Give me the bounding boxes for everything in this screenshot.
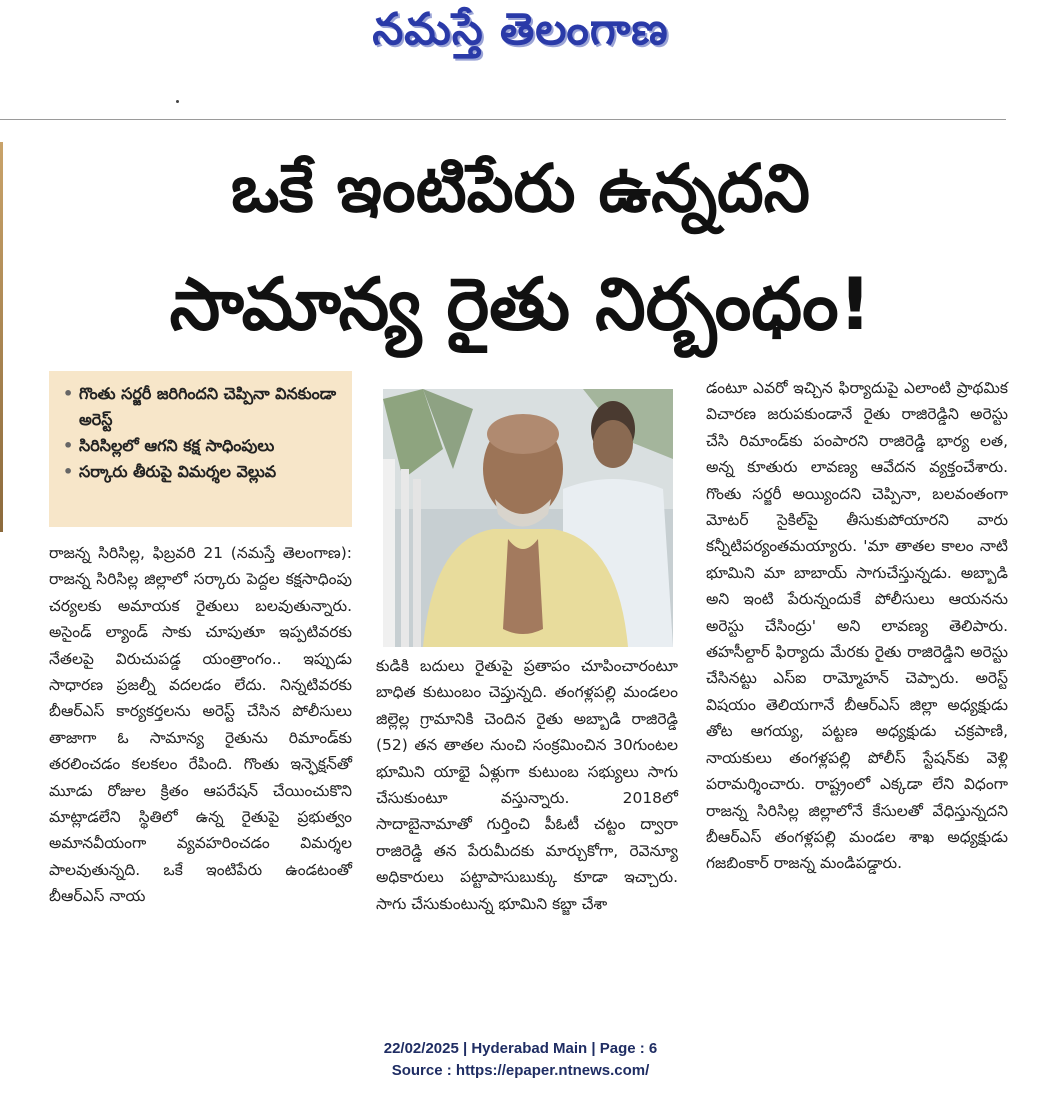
highlight-text: గొంతు సర్జరీ జరిగిందని చెప్పినా వినకుండా అరెస్ట్ <box>79 384 337 429</box>
farmer-photo <box>383 389 673 647</box>
article-text: డంటూ ఎవరో ఇచ్చిన ఫిర్యాదుపై ఎలాంటి ప్రాథమిక విచారణ జరుపకుండానే రైతు రాజిరెడ్డిని అరెస్టు చేసి రిమాండ్‌కు పంపారని రాజిరెడ్డి భార్య లత, అన్న కూతురు లావణ్య ఆవేదన వ్యక్తంచేశారు. గొంతు సర్జరీ అయ్యిందని చెప్పినా, బలవంతంగా మోటర్ సైకిల్‌పై తీసుకుపోయారని వారు కన్నీటిపర్యంతమయ్యారు. 'మా తాతల కాలం నాటి భూమిని మా బాబాయ్ సాగుచేస్తున్నడు. అబ్బాడి అని ఇంటి పేరున్నందుకే పోలీసులు ఆయనను అరెస్టు చేసింద్రు' అని లావణ్య తెలిపారు. తహసీల్దార్ ఫిర్యాదు మేరకు రైతు రాజిరెడ్డిని అరెస్టు చేసినట్టు ఎస్ఐ రామ్మోహన్ చెప్పారు. అరెస్ట్ విషయం తెలియగానే బీఆర్ఎస్ జిల్లా అధ్యక్షుడు తోట ఆగయ్య, పట్టణ అధ్యక్షుడు చక్రపాణి, నాయకులు తంగళ్లపల్లి పోలీస్ స్టేషన్‌కు వెళ్లి పరామర్శించారు. రాష్ట్రంలో ఎక్కడా లేని విధంగా రాజన్న సిరిసిల్ల జిల్లాలోనే కేసులతో వేధిస్తున్నదని బీఆర్ఎస్ తంగళ్లపల్లి మండల శాఖ అధ్యక్షుడు గజబింకార్ రాజన్న మండిపడ్డారు. <box>706 379 1008 873</box>
highlights-box <box>49 371 352 527</box>
source-link[interactable]: Source : https://epaper.ntnews.com/ <box>391 1062 650 1079</box>
highlight-text: సిరిసిల్లలో ఆగని కక్ష సాధింపులు <box>79 436 275 455</box>
edition-info: 22/02/2025 | Hyderabad Main | Page : 6 <box>383 1040 658 1057</box>
article-text: కుడికి బదులు రైతుపై ప్రతాపం చూపించారంటూ బాధిత కుటుంబం చెప్తున్నది. తంగళ్లపల్లి మండలం జిల్లెల్ల గ్రామానికి చెందిన రైతు అబ్బాడి రాజిరెడ్డి (52) తన తాతల నుంచి సంక్రమించిన 30గుంటల భూమిని యాభై ఏళ్లుగా కుటుంబ సభ్యులు సాగు చేసుకుంటూ వస్తున్నారు. 2018లో సాదాబైనామాతో గుర్తించి పీఓటీ చట్టం ద్వారా రాజిరెడ్డి తన పేరుమీదకు మార్చుకోగా, రెవెన్యూ అధికారులు పట్టాపాసుబుక్కు కూడా ఇచ్చారు. సాగు చేసుకుంటున్న భూమిని కబ్జా చేశా <box>376 657 678 913</box>
farmer-photo-illustration <box>383 389 673 647</box>
highlight-text: సర్కారు తీరుపై విమర్శల వెల్లువ <box>79 462 277 481</box>
newspaper-masthead: నమస్తే తెలంగాణ <box>372 4 669 55</box>
bullet-icon: • <box>63 436 74 455</box>
article-column-2 <box>376 653 678 917</box>
masthead-rule <box>0 119 1006 120</box>
bullet-icon: • <box>63 462 74 481</box>
highlight-item <box>63 459 344 485</box>
highlight-item <box>63 433 344 459</box>
article-text: రాజన్న సిరిసిల్ల, ఫిబ్రవరి 21 (నమస్తే తెలంగాణ): రాజన్న సిరిసిల్ల జిల్లాలో సర్కారు పెద్దల కక్షసాధింపు చర్యలకు అమాయక రైతులు బలవుతున్నారు. అసైండ్ ల్యాండ్ సాకు చూపుతూ ఇప్పటివరకు నేతలపై విరుచుపడ్డ యంత్రాంగం.. ఇప్పుడు సాధారణ ప్రజల్నీ వదలడం లేదు. నిన్నటివరకు బీఆర్ఎస్ కార్యకర్తలను అరెస్ట్ చేసిన పోలీసులు తాజాగా ఓ సామాన్య రైతును రిమాండ్‌కు తరలించడం కలకలం రేపింది. గొంతు ఇన్ఫెక్షన్‌తో మూడు రోజుల క్రితం ఆపరేషన్ చేయించుకొని మాట్లాడలేని స్థితిలో ఉన్న రైతుపై ప్రభుత్వం అమానవీయంగా వ్యవహరించడం విమర్శల పాలవుతున్నది. ఒకే ఇంటిపేరు ఉండటంతో బీఆర్ఎస్ నాయ <box>49 544 352 906</box>
highlight-item <box>63 381 344 433</box>
article-column-1 <box>49 540 352 910</box>
headline-line-1: ఒకే ఇంటిపేరు ఉన్నదని <box>231 150 810 227</box>
headline-line-2: సామాన్య రైతు నిర్బంధం! <box>169 262 872 346</box>
masthead-dot <box>176 100 179 103</box>
article-column-3 <box>706 375 1008 877</box>
bullet-icon: • <box>63 384 74 403</box>
